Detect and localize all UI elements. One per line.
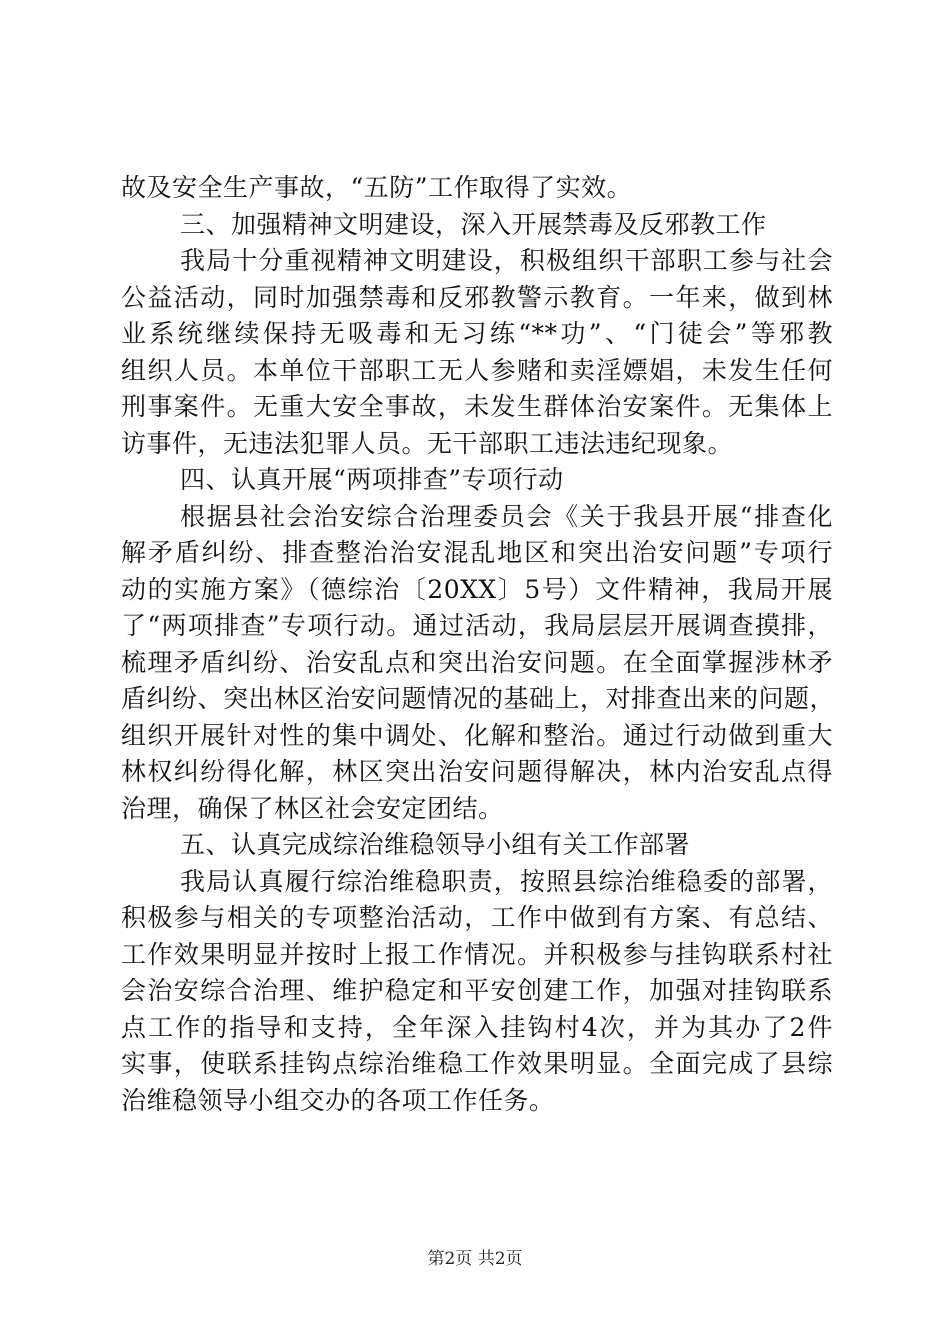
text-line: 解矛盾纠纷、排查整治治安混乱地区和突出治安问题”专项行 [121, 538, 833, 567]
text-line: 点工作的指导和支持，全年深入挂钩村4次，并为其办了2件 [121, 1012, 833, 1042]
text-line: 积极参与相关的专项整治活动，工作中做到有方案、有总结、 [121, 903, 833, 932]
text-line: 工作效果明显并按时上报工作情况。并积极参与挂钩联系村社 [121, 939, 833, 969]
text-line: 访事件，无违法犯罪人员。无干部职工违法违纪现象。 [121, 428, 734, 458]
text-line: 治理，确保了林区社会安定团结。 [121, 793, 504, 823]
text-line: 盾纠纷、突出林区治安问题情况的基础上，对排查出来的问题， [121, 684, 836, 713]
text-line: 林权纠纷得化解，林区突出治安问题得解决，林内治安乱点得 [121, 757, 833, 786]
text-line: 根据县社会治安综合治理委员会《关于我县开展“排查化 [180, 501, 833, 531]
text-line: 梳理矛盾纠纷、治安乱点和突出治安问题。在全面掌握涉林矛 [121, 647, 833, 677]
text-line: 了“两项排查”专项行动。通过活动，我局层层开展调查摸排， [121, 611, 833, 640]
text-line: 动的实施方案》（德综治〔20XX〕5号）文件精神，我局开展 [121, 574, 833, 604]
text-line: 业系统继续保持无吸毒和无习练“**功”、“门徒会”等邪教 [121, 319, 833, 348]
text-line: 刑事案件。无重大安全事故，未发生群体治安案件。无集体上 [121, 392, 833, 421]
text-line: 会治安综合治理、维护稳定和平安创建工作，加强对挂钩联系 [121, 976, 833, 1005]
text-line: 我局十分重视精神文明建设，积极组织干部职工参与社会 [180, 246, 833, 275]
text-line: 五、认真完成综治维稳领导小组有关工作部署 [180, 830, 691, 859]
text-line: 治维稳领导小组交办的各项工作任务。 [121, 1085, 555, 1115]
page-number-label: 第2页 共2页 [427, 1249, 523, 1269]
text-line: 公益活动，同时加强禁毒和反邪教警示教育。一年来，做到林 [121, 282, 833, 312]
text-line: 三、加强精神文明建设，深入开展禁毒及反邪教工作 [180, 209, 767, 239]
text-line: 实事，使联系挂钩点综治维稳工作效果明显。全面完成了县综 [121, 1049, 833, 1078]
page-footer [0, 1244, 950, 1269]
text-line: 四、认真开展“两项排查”专项行动 [180, 465, 564, 494]
text-line: 我局认真履行综治维稳职责，按照县综治维稳委的部署， [180, 866, 833, 896]
text-line: 组织开展针对性的集中调处、化解和整治。通过行动做到重大 [121, 720, 833, 750]
document-body [121, 170, 836, 1119]
text-line: 故及安全生产事故，“五防”工作取得了实效。 [121, 173, 633, 202]
text-line: 组织人员。本单位干部职工无人参赌和卖淫嫖娼，未发生任何 [121, 355, 833, 385]
